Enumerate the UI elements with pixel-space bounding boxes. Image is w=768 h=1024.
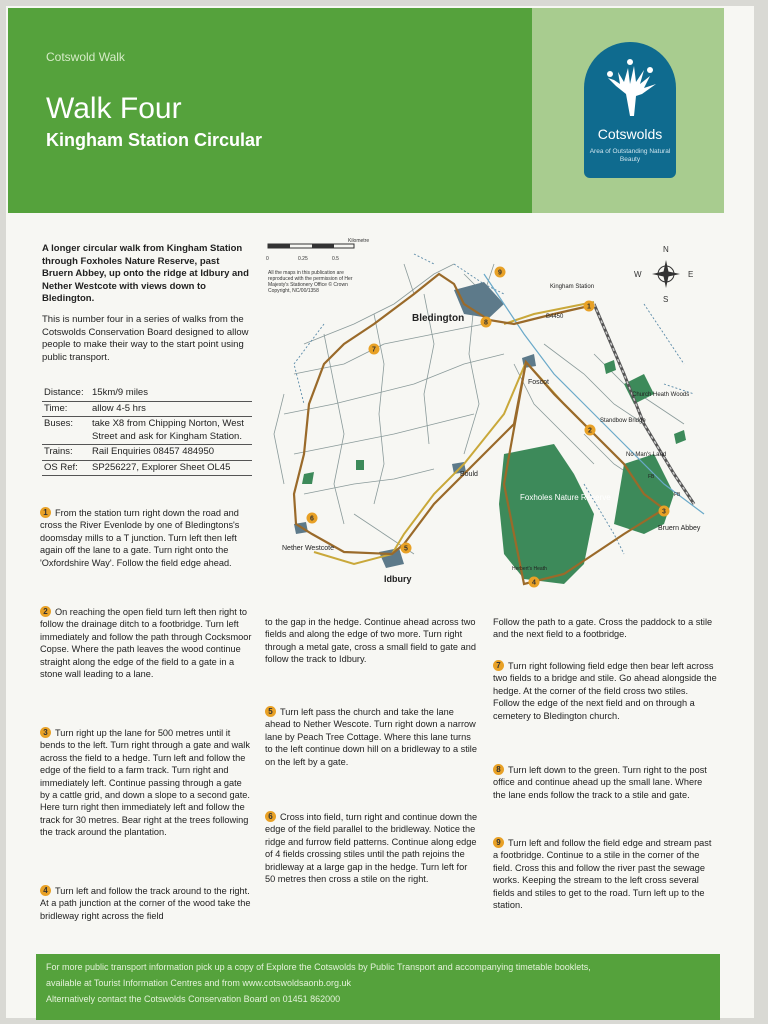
- label-no-mans-land: No Man's Land: [626, 452, 667, 458]
- fact-key: Time:: [42, 401, 90, 417]
- svg-text:N: N: [663, 245, 669, 254]
- tree-icon: [598, 56, 662, 120]
- series-label: Cotswold Walk: [46, 50, 125, 64]
- page-subtitle: Kingham Station Circular: [46, 130, 263, 150]
- step-number-2: 2: [40, 606, 51, 617]
- label-road: B4450: [546, 314, 564, 320]
- step-number-1: 1: [40, 507, 51, 518]
- footer-line-3: Alternatively contact the Cotswolds Conservation Board on 01451 862000: [46, 994, 341, 1004]
- footer-banner: [36, 954, 720, 1020]
- waypoint-7: 7: [372, 346, 376, 354]
- label-standbow: Standbow Bridge: [600, 418, 646, 424]
- label-herberts-heath: Herbert's Heath: [512, 566, 547, 572]
- page-title: Walk Four: [46, 92, 182, 125]
- label-foxholes: Foxholes Nature Reserve: [520, 493, 611, 502]
- fact-row: [42, 460, 252, 476]
- step-9: 9 Turn left and follow the field edge and stream past a footbridge. Continue to a stile in the corner of the field. Cross this and follow the river past the sewage works. Keeping the stream to the left cross several fields and stiles to get to the road. Turn left up to the station.: [493, 838, 712, 911]
- fact-value: Rail Enquiries 08457 484950: [90, 445, 252, 461]
- fact-value: take X8 from Chipping Norton, West Street and ask for Kingham Station.: [90, 417, 252, 445]
- logo-name: Cotswolds: [597, 126, 663, 142]
- compass-icon: [634, 245, 693, 304]
- waypoint-9: 9: [498, 269, 502, 277]
- logo-subtitle: Area of Outstanding Natural Beauty: [589, 148, 671, 163]
- label-foscot: Foscot: [528, 379, 550, 386]
- step-number-8: 8: [493, 764, 504, 775]
- scale-label: Kilometre: [348, 238, 370, 244]
- header-banner: [8, 8, 724, 213]
- step-number-5: 5: [265, 706, 276, 717]
- fact-value: SP256227, Explorer Sheet OL45: [90, 460, 252, 476]
- label-idbury: Idbury: [384, 574, 412, 584]
- waypoint-5: 5: [404, 545, 408, 553]
- fact-key: OS Ref:: [42, 460, 90, 476]
- label-bould: Bould: [460, 471, 478, 478]
- fact-row: [42, 417, 252, 445]
- svg-text:S: S: [663, 295, 669, 304]
- label-nether-westcote: Nether Westcote: [282, 545, 335, 552]
- waypoint-2: 2: [588, 427, 592, 435]
- step-number-9: 9: [493, 837, 504, 848]
- step-number-6: 6: [265, 811, 276, 822]
- label-church-heath: Church Heath Woods: [632, 392, 690, 398]
- walk-facts-table: [42, 386, 252, 476]
- label-fb: FB: [648, 474, 655, 480]
- label-fb: FB: [674, 492, 681, 498]
- step-2: 2 On reaching the open field turn left then right to follow the drainage ditch to a footbridge. Turn left immediately and follow the path through Cocksmoor Copse. Where the path leaves the wood continue straight along the edge of the field to a gate in a stone wall leading to a lane.: [40, 607, 252, 680]
- step-7: 7 Turn right following field edge then bear left across two fields to a bridge and stile. Go ahead alongside the hedge. At the corner of the field cross two stiles. Follow the edge of the next field and on through a cemetery to Bledington church.: [493, 661, 717, 721]
- waypoint-8: 8: [484, 319, 488, 327]
- route-map: [264, 234, 720, 594]
- svg-text:W: W: [634, 270, 642, 279]
- fact-row: [42, 401, 252, 417]
- svg-text:E: E: [688, 270, 694, 279]
- scale-label: 0.5: [332, 256, 339, 262]
- scale-label: 0.25: [298, 256, 308, 262]
- fact-key: Buses:: [42, 417, 90, 445]
- step-number-7: 7: [493, 660, 504, 671]
- scale-bar: [266, 238, 369, 262]
- fact-key: Distance:: [42, 386, 90, 401]
- step-1: 1 From the station turn right down the road and cross the River Evenlode by one of Bledingtons's doomsday mills to a T junction. Turn left then left again off the lane to a gate. Turn right onto the 'Oxfordshire Way'. Follow the field edge ahead.: [40, 508, 240, 568]
- step-3: 3 Turn right up the lane for 500 metres until it bends to the left. Turn right through a gate and walk across the field to a hedge. Turn left and follow the edge of the field to a farm track. Turn right and immediately left. Continue passing through a gate by a cattle grid, and down a slope to a second gate. Here turn right then immediately left and follow the track for 30 metres. Bear right at the trees following the track around the plantation.: [40, 728, 250, 838]
- series-blurb: This is number four in a series of walks from the Cotswolds Conservation Board designed to allow people to make their way to the start point using public transport.: [42, 314, 249, 363]
- waypoint-1: 1: [587, 303, 591, 311]
- label-bledington: Bledington: [412, 313, 465, 324]
- step-6: 6 Cross into field, turn right and continue down the edge of the field parallel to the bridleway. Notice the ridge and furrow field patterns. Continue along edge of 4 fields crossing stiles until the path rejoins the bridleway at a large gap in the hedge. Turn left for 50 metres then cross a stile on the right.: [265, 812, 478, 885]
- step-number-4: 4: [40, 885, 51, 896]
- step-5: 5 Turn left pass the church and take the lane ahead to Nether Wescote. Turn right down a narrow lane by Peach Tree Cottage. Where this lane turns to the left continue down hill on a bridleway to a stile on the left by a gate.: [265, 707, 477, 767]
- village-blocks: [294, 282, 536, 568]
- label-kingham-station: Kingham Station: [550, 284, 595, 290]
- cotswolds-logo: [584, 42, 676, 178]
- footer-line-2: available at Tourist Information Centres and from www.cotswoldsaonb.org.uk: [46, 978, 351, 988]
- place-labels: [282, 284, 701, 584]
- step-4: 4 Turn left and follow the track around to the right. At a path junction at the corner of the wood take the bridleway right across the field: [40, 886, 251, 921]
- step-6-continued: Follow the path to a gate. Cross the paddock to a stile and the next field to a footbridge.: [493, 617, 713, 640]
- fact-key: Trains:: [42, 445, 90, 461]
- walk-leaflet: [6, 6, 754, 1018]
- step-8: 8 Turn left down to the green. Turn right to the post office and continue ahead up the small lane. Where the lane ends follow the track to a stile and gate.: [493, 765, 707, 800]
- waypoint-4: 4: [532, 579, 536, 587]
- waypoint-6: 6: [310, 515, 314, 523]
- footer-line-1: For more public transport information pick up a copy of Explore the Cotswolds by Public Transport and accompanying timetable booklets,: [46, 962, 591, 972]
- waypoint-3: 3: [662, 508, 666, 516]
- intro-text: A longer circular walk from Kingham Station through Foxholes Nature Reserve, past Bruern Abbey, up onto the ridge at Idbury and Nether Westcote with views down to Bledington.: [42, 243, 249, 304]
- label-bruern: Bruern Abbey: [658, 525, 701, 532]
- fact-value: allow 4-5 hrs: [90, 401, 252, 417]
- fact-row: [42, 386, 252, 401]
- step-4-continued: to the gap in the hedge. Continue ahead across two fields and along the edge of two more. Turn right through a metal gate, cross a small field to gate and follow the track to Idbury.: [265, 617, 476, 665]
- fact-value: 15km/9 miles: [90, 386, 252, 401]
- step-number-3: 3: [40, 727, 51, 738]
- map-copyright: All the maps in this publication are reproduced with the permission of Her Majesty's Stationery Office © Crown Copyright, NC/00/1358: [268, 270, 353, 294]
- fact-row: [42, 445, 252, 461]
- scale-label: 0: [266, 256, 269, 262]
